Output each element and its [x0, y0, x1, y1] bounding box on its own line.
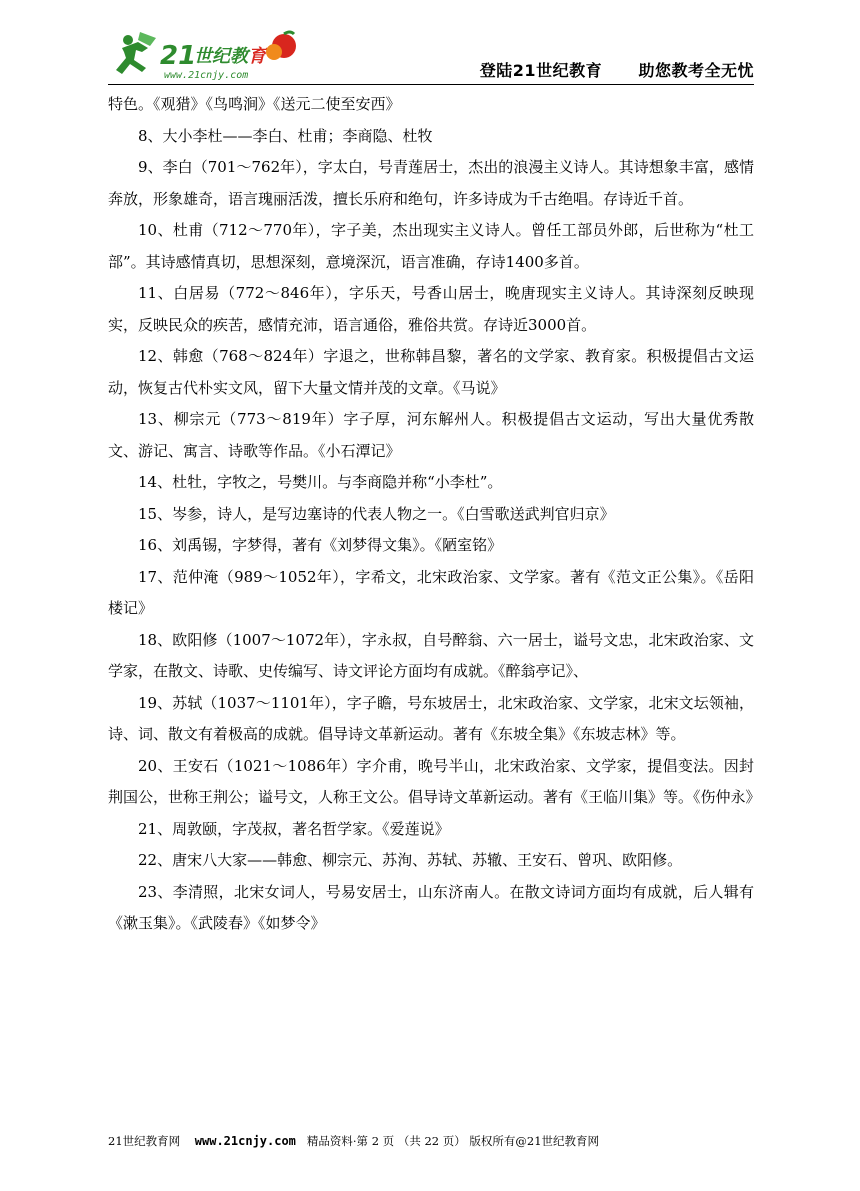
- paragraph: 18、欧阳修（1007～1072年），字永叔，自号醉翁、六一居士，谥号文忠，北宋政治家、文学家，在散文、诗歌、史传编写、诗文评论方面均有成就。《醉翁亭记》、: [108, 630, 754, 680]
- site-logo: [108, 28, 308, 84]
- paragraph: 8、大小李杜——李白、杜甫；李商隐、杜牧: [138, 126, 433, 145]
- runner-icon: [116, 32, 156, 74]
- paragraph: 20、王安石（1021～1086年）字介甫，晚号半山，北宋政治家、文学家，提倡变法。因封荆国公，世称王荆公；谥号文，人称王文公。倡导诗文革新运动。著有《王临川集》等。《伤仲永》: [108, 756, 761, 806]
- paragraph: 22、唐宋八大家——韩愈、柳宗元、苏洵、苏轼、苏辙、王安石、曾巩、欧阳修。: [138, 851, 683, 869]
- svg-text:21: 21: [160, 41, 197, 71]
- paragraph: 19、苏轼（1037～1101年），字子瞻，号东坡居士，北宋政治家、文学家，北宋文坛领袖，诗、词、散文有着极高的成就。倡导诗文革新运动。著有《东坡全集》《东坡志林》等。: [108, 693, 754, 743]
- paragraph: 16、刘禹锡，字梦得，著有《刘梦得文集》。《陋室铭》: [138, 536, 503, 554]
- paragraph: 12、韩愈（768～824年）字退之，世称韩昌黎，著名的文学家、教育家。积极提倡古文运动，恢复古代朴实文风，留下大量文情并茂的文章。《马说》: [108, 347, 754, 397]
- paragraph: 14、杜牡，字牧之，号樊川。与李商隐并称“小李杜”。: [138, 473, 503, 491]
- paragraph: 23、李清照，北宋女词人，号易安居士，山东济南人。在散文诗词方面均有成就，后人辑有《漱玉集》。《武陵春》《如梦令》: [108, 882, 754, 932]
- paragraph: 21、周敦颐，字茂叔，著名哲学家。《爱莲说》: [138, 819, 450, 838]
- page-footer: [108, 1132, 754, 1150]
- paragraph: 17、范仲淹（989～1052年），字希文，北宋政治家、文学家。著有《范文正公集》。《岳阳楼记》: [108, 567, 754, 617]
- document-body: [108, 89, 761, 940]
- svg-text:世纪教: 世纪教: [194, 46, 248, 67]
- paragraph: 特色。《观猎》《鸟鸣涧》《送元二使至安西》: [108, 95, 401, 113]
- footer-info: 精品资料·第 2 页 （共 22 页） 版权所有@21世纪教育网: [306, 1134, 600, 1148]
- paragraph: 13、柳宗元（773～819年）字子厚，河东解州人。积极提倡古文运动，写出大量优秀散文、游记、寓言、诗歌等作品。《小石潭记》: [108, 410, 754, 460]
- footer-site: 21世纪教育网: [108, 1134, 181, 1148]
- svg-text:育: 育: [248, 46, 266, 67]
- paragraph: 9、李白（701～762年），字太白，号青莲居士，杰出的浪漫主义诗人。其诗想象丰富，感情奔放，形象雄奇，语言瑰丽活泼，擅长乐府和绝句，许多诗成为千古绝唱。存诗近千首。: [108, 158, 754, 208]
- paragraph: 10、杜甫（712～770年），字子美，杰出现实主义诗人。曾任工部员外郎，后世称为“杜工部”。其诗感情真切，思想深刻，意境深沉，语言准确，存诗1400多首。: [108, 221, 754, 271]
- svg-text:www.21cnjy.com: www.21cnjy.com: [164, 70, 249, 81]
- header-divider: [108, 84, 754, 85]
- footer-url[interactable]: www.21cnjy.com: [194, 1134, 296, 1148]
- paragraph: 11、白居易（772～846年），字乐天，号香山居士，晚唐现实主义诗人。其诗深刻反映现实，反映民众的疾苦，感情充沛，语言通俗，雅俗共赏。存诗近3000首。: [108, 284, 754, 334]
- page-header: [108, 28, 754, 84]
- header-tagline: 登陆21世纪教育 助您教考全无忧: [479, 61, 754, 80]
- paragraph: 15、岑参，诗人，是写边塞诗的代表人物之一。《白雪歌送武判官归京》: [138, 504, 615, 523]
